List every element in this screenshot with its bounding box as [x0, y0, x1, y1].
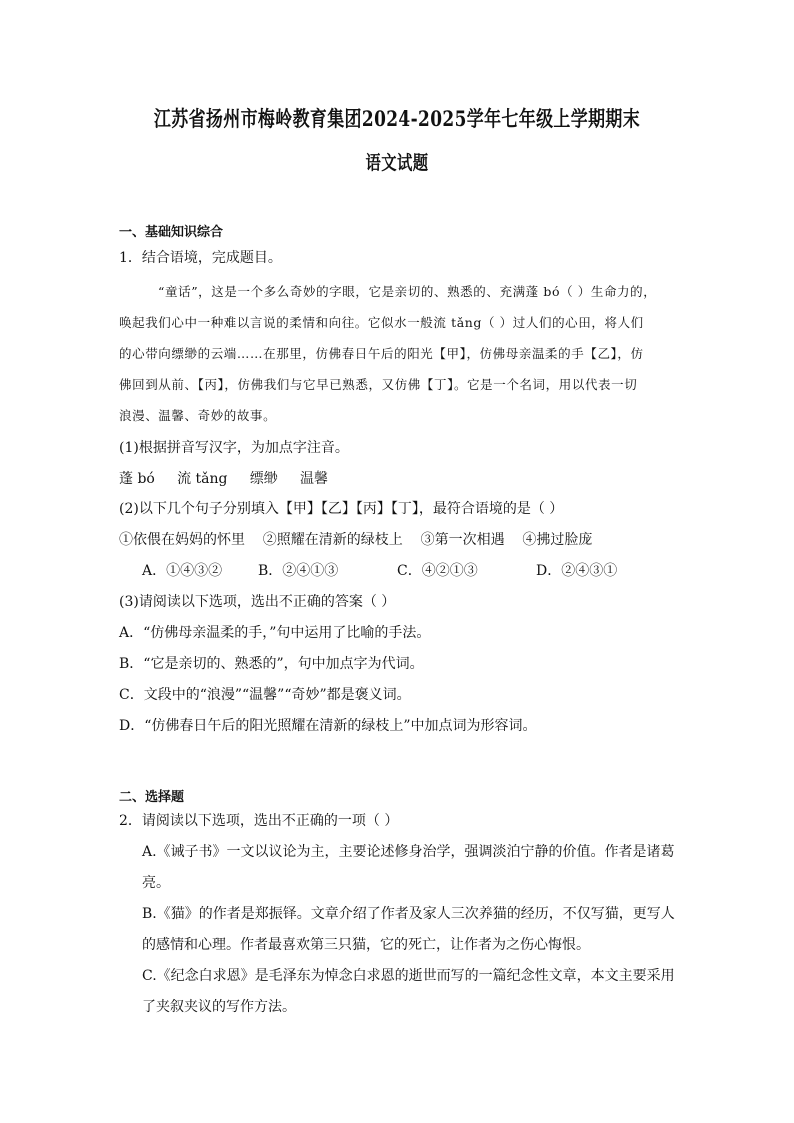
subquestion-2-sentences: ①依偎在妈妈的怀里 ②照耀在清新的绿枝上 ③第一次相遇 ④拂过脸庞: [119, 532, 593, 548]
question2-prompt: 2．请阅读以下选项，选出不正确的一项（ ）: [119, 813, 399, 829]
subquestion-3: (3)请阅读以下选项，选出不正确的答案（ ）: [119, 594, 396, 610]
question2-line-2: 亮。: [142, 875, 170, 891]
subquestion-3-option-c: C．文段中的“浪漫”“温馨”“奇妙”都是褒义词。: [119, 687, 411, 703]
subquestion-2-option-c: C．④②①③: [397, 563, 478, 579]
passage-line-5: 浪漫、温馨、奇妙的故事。: [119, 408, 277, 423]
passage-line-4: 佛回到从前、【丙】，仿佛我们与它早已熟悉，又仿佛【丁】。它是一个名词，用以代表一切: [119, 377, 638, 392]
question2-line-1: A.《诫子书》一文以议论为主，主要论述修身治学，强调淡泊宁静的价值。作者是诸葛: [142, 844, 675, 860]
document-title-line2: 语文试题: [365, 152, 429, 174]
document-title-line1: 江苏省扬州市梅岭教育集团2024-2025学年七年级上学期期末: [153, 106, 641, 131]
section1-heading: 一、基础知识综合: [119, 225, 224, 240]
passage-line-1: “童话”，这是一个多么奇妙的字眼，它是亲切的、熟悉的、充满蓬 bó（ ）生命力的，: [158, 284, 657, 299]
question2-line-5: C.《纪念白求恩》是毛泽东为悼念白求恩的逝世而写的一篇纪念性文章，本文主要采用: [142, 968, 675, 984]
subquestion-2-option-a: A．①④③②: [142, 563, 223, 579]
subquestion-1-items: 蓬 bó 流 tǎng 缥缈 温馨: [119, 471, 328, 487]
subquestion-3-option-b: B．“它是亲切的、熟悉的”，句中加点字为代词。: [119, 656, 424, 672]
passage-line-3: 的心带向缥缈的云端……在那里，仿佛春日午后的阳光【甲】，仿佛母亲温柔的手【乙】，仿: [119, 346, 644, 361]
passage-line-2: 唤起我们心中一种难以言说的柔情和向往。它似水一般流 tǎng（ ）过人们的心田，将人们: [119, 315, 644, 330]
question2-line-3: B.《猫》的作者是郑振铎。文章介绍了作者及家人三次养猫的经历，不仅写猫，更写人: [142, 906, 675, 922]
subquestion-3-option-a: A．“仿佛母亲温柔的手，”句中运用了比喻的手法。: [119, 625, 431, 641]
question1-prompt: 1．结合语境，完成题目。: [119, 250, 282, 266]
subquestion-2-option-b: B．②④①③: [258, 563, 339, 579]
subquestion-2-option-d: D．②④③①: [536, 563, 618, 579]
subquestion-1: (1)根据拼音写汉字，为加点字注音。: [119, 440, 349, 456]
subquestion-2: (2)以下几个句子分别填入【甲】【乙】【丙】【丁】，最符合语境的是（ ）: [119, 501, 564, 517]
question2-line-6: 了夹叙夹议的写作方法。: [142, 999, 296, 1015]
section2-heading: 二、选择题: [119, 790, 185, 805]
subquestion-3-option-d: D．“仿佛春日午后的阳光照耀在清新的绿枝上”中加点词为形容词。: [119, 718, 537, 734]
question2-line-4: 的感情和心理。作者最喜欢第三只猫，它的死亡，让作者为之伤心悔恨。: [142, 937, 590, 953]
